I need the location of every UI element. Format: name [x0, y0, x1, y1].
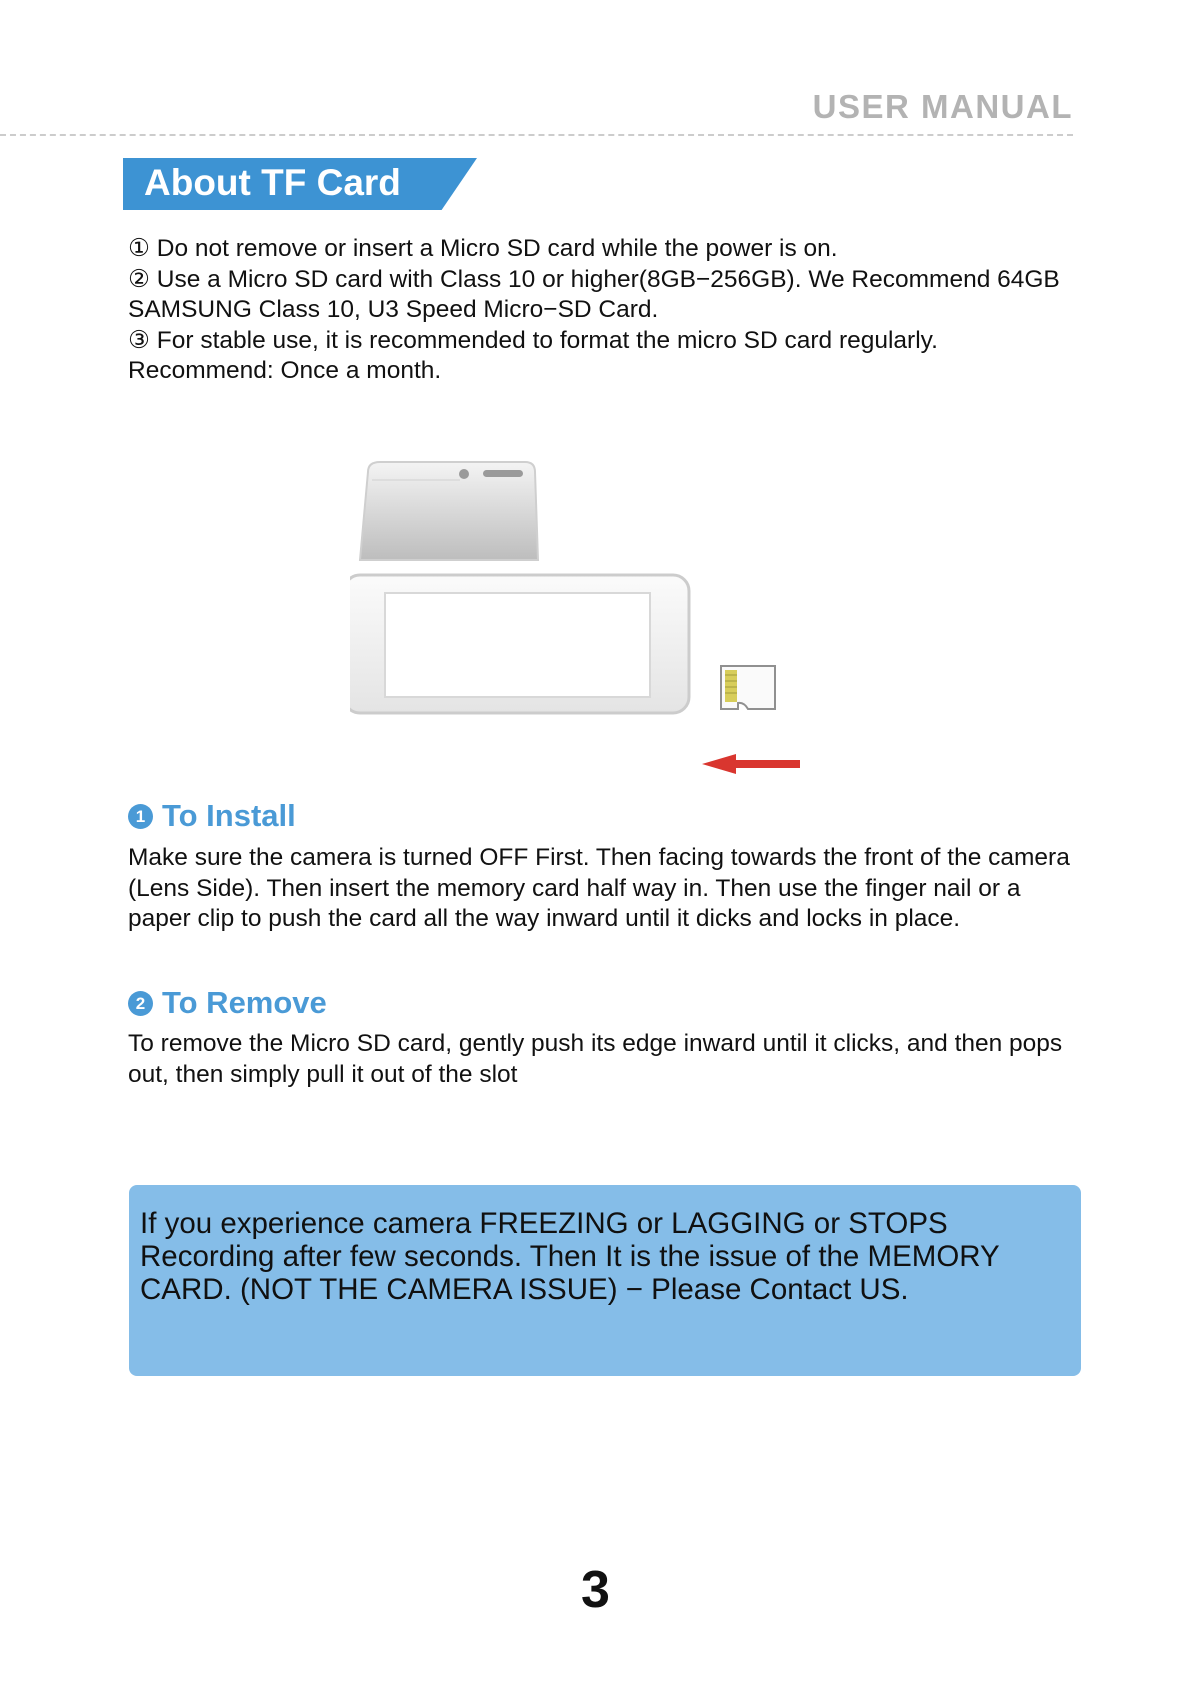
remove-title: To Remove: [162, 985, 327, 1020]
notice-text: If you experience camera FREEZING or LAGGING or STOPS Recording after few seconds. Then It is the issue of the MEMORY CARD. (NOT THE CAMERA ISSUE) − Please Contact US.: [140, 1207, 1000, 1306]
install-title: To Install: [162, 798, 296, 833]
remove-body: [128, 1029, 1088, 1090]
install-text: Make sure the camera is turned OFF First. Then facing towards the front of the camera (Lens Side). Then insert the memory card half way in. Then use the finger nail or a paper clip to push the card all the way inward until it dicks and locks in place.: [128, 844, 1070, 932]
notice-box: [129, 1185, 1081, 1376]
tip-item: ① Do not remove or insert a Micro SD card while the power is on.: [128, 235, 838, 262]
step-number-badge: 2: [128, 991, 153, 1016]
tip-item: ③ For stable use, it is recommended to format the micro SD card regularly. Recommend: Once a month.: [128, 326, 938, 384]
camera-body: [350, 462, 689, 713]
install-heading: [128, 798, 296, 834]
tips-list: [128, 234, 1088, 387]
section-title: About TF Card: [144, 162, 401, 203]
header-divider: [0, 134, 1073, 136]
step-number-badge: 1: [128, 804, 153, 829]
tip-item: ② Use a Micro SD card with Class 10 or higher(8GB−256GB). We Recommend 64GB SAMSUNG Class 10, U3 Speed Micro−SD Card.: [128, 265, 1060, 323]
remove-text: To remove the Micro SD card, gently push its edge inward until it clicks, and then pops out, then simply pull it out of the slot: [128, 1030, 1063, 1088]
insert-direction-arrow: [702, 754, 800, 774]
page-number: 3: [581, 1561, 610, 1619]
dashcam-sd-insert-illustration: [350, 460, 890, 800]
micro-sd-card: [721, 666, 775, 709]
remove-heading: [128, 985, 327, 1021]
running-header: USER MANUAL: [812, 88, 1073, 125]
install-body: [128, 843, 1088, 935]
